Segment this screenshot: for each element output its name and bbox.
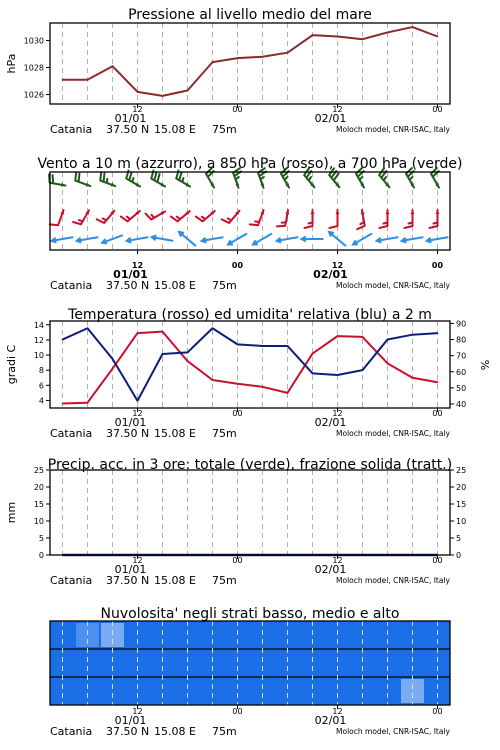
panel-title: Pressione al livello medio del mare (128, 7, 372, 23)
time-tick-hour: 00 (232, 556, 243, 565)
time-tick-hour: 12 (132, 556, 143, 565)
y-tick-label: 20 (456, 483, 467, 492)
y-tick-label: 70 (456, 351, 467, 361)
time-tick-hour: 12 (132, 105, 143, 114)
data-point (87, 79, 89, 81)
time-tick-date: 02/01 (314, 112, 347, 125)
station-name: Catania (50, 427, 93, 440)
wind-barb-head (411, 210, 415, 214)
station-elev: 75m (212, 123, 237, 136)
panel-title: Nuvolosita' negli strati basso, medio e alto (100, 606, 400, 622)
time-tick-date: 01/01 (114, 714, 147, 727)
y-tick-label: 0 (38, 551, 44, 560)
station-name: Catania (50, 725, 93, 738)
panel-title: Precip. acc. in 3 ore: totale (verde), frazione solida (tratt.) (47, 457, 453, 473)
data-point (162, 331, 164, 333)
data-point (212, 327, 214, 329)
station-lon: 15.08 E (154, 427, 196, 440)
y-tick-label: 15 (33, 500, 44, 509)
time-tick-hour: 00 (432, 556, 443, 565)
station-lat: 37.50 N (106, 123, 150, 136)
data-point (212, 379, 214, 381)
data-point (112, 368, 114, 370)
time-tick-date: 02/01 (314, 714, 347, 727)
series-line (63, 27, 438, 96)
y-tick-label: 1028 (23, 63, 44, 73)
data-point (112, 358, 114, 360)
y-tick-label: 40 (456, 399, 467, 409)
data-point (362, 38, 364, 40)
data-point (337, 36, 339, 38)
data-point (187, 90, 189, 92)
data-point (162, 353, 164, 355)
data-point (337, 335, 339, 337)
time-tick-hour: 00 (432, 707, 443, 716)
time-tick-hour: 00 (232, 409, 243, 418)
y-axis-label: gradi C (5, 344, 18, 385)
y-tick-label: 1030 (23, 36, 44, 46)
model-credit: Moloch model, CNR-ISAC, Italy (336, 576, 450, 585)
station-elev: 75m (212, 427, 237, 440)
cloud-cell (401, 679, 424, 703)
time-tick-date: 01/01 (114, 112, 147, 125)
time-tick-hour: 00 (232, 707, 243, 716)
y-tick-label: 90 (456, 319, 467, 329)
data-point (212, 61, 214, 63)
y-axis-label: mm (5, 501, 18, 524)
data-point (412, 377, 414, 379)
data-point (437, 381, 439, 383)
station-lat: 37.50 N (106, 725, 150, 738)
wind-panel (49, 168, 450, 292)
time-tick-date: 02/01 (314, 563, 347, 576)
wind-barb-head (436, 210, 440, 214)
model-credit: Moloch model, CNR-ISAC, Italy (336, 429, 450, 438)
data-point (87, 327, 89, 329)
y-tick-label: 20 (33, 483, 44, 492)
y-tick-label: 50 (456, 383, 467, 393)
data-point (187, 360, 189, 362)
time-tick-date: 01/01 (114, 416, 147, 429)
data-point (187, 352, 189, 354)
y-tick-label: 8 (38, 366, 44, 376)
y-tick-label: 12 (33, 335, 44, 345)
data-point (437, 332, 439, 334)
y-tick-label: 6 (38, 381, 44, 391)
station-lon: 15.08 E (154, 123, 196, 136)
pressure-panel (5, 23, 451, 136)
data-point (287, 345, 289, 347)
data-point (287, 52, 289, 54)
data-point (362, 336, 364, 338)
station-lon: 15.08 E (154, 279, 196, 292)
time-tick-hour: 12 (332, 409, 343, 418)
station-elev: 75m (212, 574, 237, 587)
time-tick-hour: 12 (332, 556, 343, 565)
data-point (387, 339, 389, 341)
time-tick-hour: 12 (132, 707, 143, 716)
data-point (437, 36, 439, 38)
y-tick-label: 10 (33, 517, 44, 526)
wind-arrow (179, 232, 196, 246)
y-tick-label: 5 (456, 534, 462, 543)
data-point (412, 26, 414, 28)
station-elev: 75m (212, 279, 237, 292)
temperature-panel (5, 319, 492, 440)
data-point (137, 400, 139, 402)
time-tick-hour: 00 (432, 105, 443, 114)
data-point (162, 95, 164, 97)
data-point (362, 369, 364, 371)
plot-frame (50, 23, 450, 104)
data-point (112, 65, 114, 67)
series-line (63, 328, 438, 401)
model-credit: Moloch model, CNR-ISAC, Italy (336, 727, 450, 736)
data-point (237, 344, 239, 346)
station-name: Catania (50, 123, 93, 136)
data-point (387, 32, 389, 34)
y-tick-label: 25 (33, 466, 44, 475)
data-point (412, 334, 414, 336)
time-tick-date: 01/01 (113, 268, 148, 281)
station-lon: 15.08 E (154, 725, 196, 738)
station-name: Catania (50, 574, 93, 587)
y-tick-label: 15 (456, 500, 467, 509)
data-point (262, 345, 264, 347)
time-tick-hour: 12 (332, 707, 343, 716)
y-tick-label: 14 (33, 320, 44, 330)
data-point (387, 363, 389, 365)
data-point (262, 386, 264, 388)
y-tick-label: 5 (38, 534, 44, 543)
station-lon: 15.08 E (154, 574, 196, 587)
y-tick-label: 10 (456, 517, 467, 526)
time-tick-hour: 00 (232, 105, 243, 114)
time-tick-hour: 00 (432, 409, 443, 418)
model-credit: Moloch model, CNR-ISAC, Italy (336, 281, 450, 290)
wind-arrow (329, 232, 346, 246)
time-tick-hour: 12 (131, 261, 144, 270)
y-tick-label: 80 (456, 335, 467, 345)
model-credit: Moloch model, CNR-ISAC, Italy (336, 125, 450, 134)
y-tick-label: 4 (38, 396, 44, 406)
data-point (137, 332, 139, 334)
y-tick-label: 0 (456, 551, 462, 560)
panel-title: Vento a 10 m (azzurro), a 850 hPa (rosso), a 700 hPa (verde) (37, 156, 463, 172)
data-point (287, 392, 289, 394)
station-lat: 37.50 N (106, 574, 150, 587)
data-point (237, 383, 239, 385)
data-point (262, 56, 264, 58)
y-tick-label: 10 (33, 351, 44, 361)
time-tick-hour: 00 (431, 261, 444, 270)
wind-barb-head (336, 210, 340, 214)
time-tick-date: 01/01 (114, 563, 147, 576)
station-lat: 37.50 N (106, 427, 150, 440)
y-tick-label: 60 (456, 367, 467, 377)
y-tick-label: 25 (456, 466, 467, 475)
data-point (62, 403, 64, 405)
data-point (312, 34, 314, 36)
data-point (312, 353, 314, 355)
data-point (337, 374, 339, 376)
y-axis-label-right: % (479, 359, 492, 371)
data-point (62, 79, 64, 81)
wind-barb-head (386, 210, 390, 214)
station-elev: 75m (212, 725, 237, 738)
precipitation-panel (5, 466, 466, 587)
data-point (237, 57, 239, 59)
station-lat: 37.50 N (106, 279, 150, 292)
time-tick-date: 02/01 (314, 416, 347, 429)
data-point (312, 373, 314, 375)
time-tick-date: 02/01 (313, 268, 348, 281)
time-tick-hour: 12 (332, 105, 343, 114)
y-tick-label: 1026 (23, 90, 44, 100)
cloud-panel (50, 621, 451, 738)
y-axis-label: hPa (5, 53, 18, 74)
plot-frame (50, 470, 450, 555)
panel-title: Temperatura (rosso) ed umidita' relativa (blu) a 2 m (68, 307, 432, 323)
time-tick-hour: 12 (132, 409, 143, 418)
station-name: Catania (50, 279, 93, 292)
time-tick-hour: 12 (331, 261, 344, 270)
data-point (87, 402, 89, 404)
time-tick-hour: 00 (231, 261, 244, 270)
data-point (137, 91, 139, 93)
data-point (62, 339, 64, 341)
wind-barb-head (311, 210, 315, 214)
